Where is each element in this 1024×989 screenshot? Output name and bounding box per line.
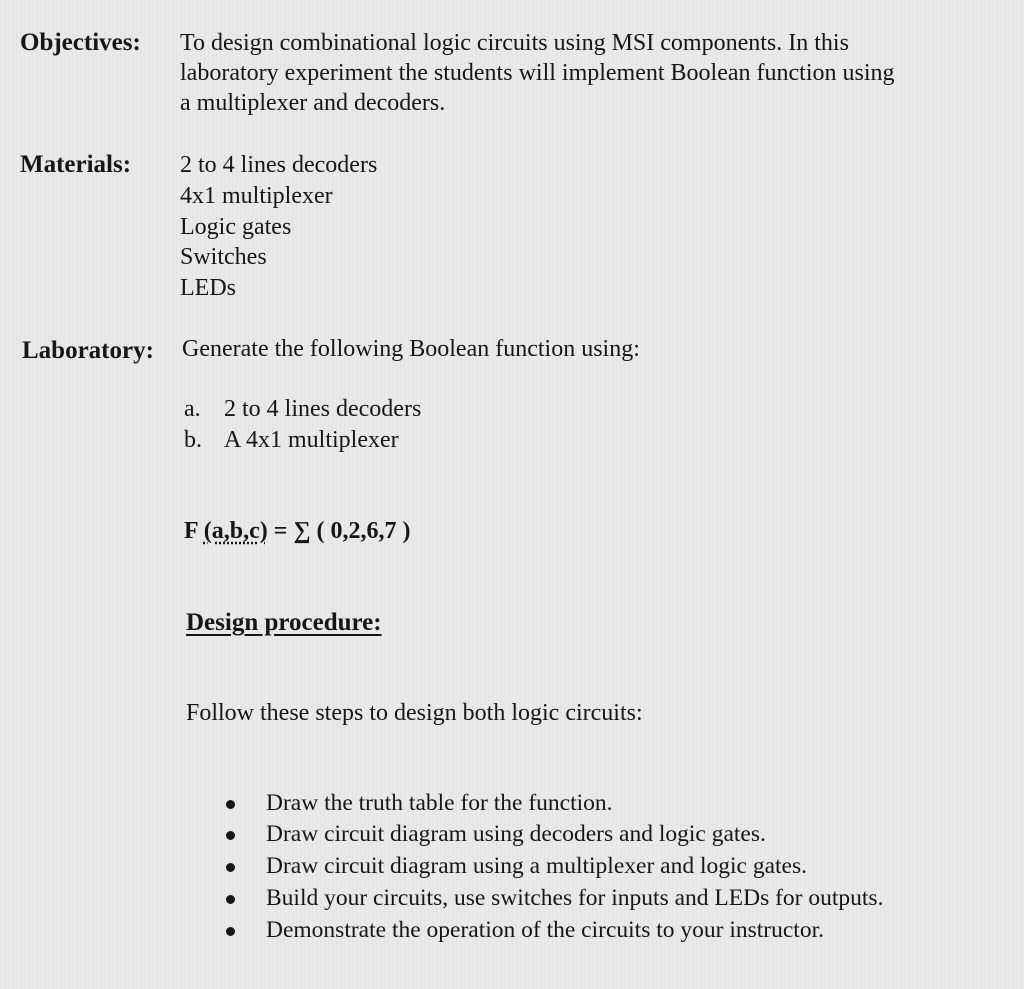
objectives-line-2: laboratory experiment the students will implement Boolean function using	[180, 60, 895, 86]
materials-item: Logic gates	[180, 214, 292, 240]
step-text: Demonstrate the operation of the circuits to your instructor.	[266, 917, 824, 943]
step-text: Draw the truth table for the function.	[266, 790, 613, 816]
laboratory-option-b	[184, 425, 399, 456]
bullet-icon	[226, 895, 235, 904]
laboratory-option-a	[184, 394, 421, 425]
objectives-line-3: a multiplexer and decoders.	[180, 90, 446, 116]
materials-item: 2 to 4 lines decoders	[180, 152, 378, 178]
laboratory-label: Laboratory:	[22, 337, 154, 364]
materials-item: 4x1 multiplexer	[180, 183, 333, 209]
option-letter: a.	[184, 396, 201, 422]
objectives-label: Objectives:	[20, 29, 141, 56]
formula-rhs: = ∑ ( 0,2,6,7 )	[267, 518, 411, 544]
bullet-icon	[226, 863, 235, 872]
step-text: Draw circuit diagram using decoders and logic gates.	[266, 821, 766, 847]
step-text: Build your circuits, use switches for inputs and LEDs for outputs.	[266, 885, 884, 911]
step-text: Draw circuit diagram using a multiplexer and logic gates.	[266, 853, 807, 879]
option-text: A 4x1 multiplexer	[224, 427, 399, 453]
bullet-icon	[226, 831, 235, 840]
design-intro: Follow these steps to design both logic circuits:	[186, 700, 643, 726]
objectives-line-1: To design combinational logic circuits using MSI components. In this	[180, 30, 849, 56]
laboratory-text: Generate the following Boolean function using:	[182, 336, 640, 362]
formula-prefix: F	[184, 518, 198, 544]
option-letter: b.	[184, 427, 202, 453]
materials-item: LEDs	[180, 275, 236, 301]
bullet-icon	[226, 927, 235, 936]
option-text: 2 to 4 lines decoders	[224, 396, 422, 422]
formula-args: (a,b,c)	[203, 518, 268, 544]
materials-label: Materials:	[20, 151, 132, 178]
design-procedure-heading: Design procedure:	[186, 609, 382, 636]
materials-item: Switches	[180, 244, 267, 270]
boolean-function	[184, 516, 411, 546]
bullet-icon	[226, 800, 235, 809]
